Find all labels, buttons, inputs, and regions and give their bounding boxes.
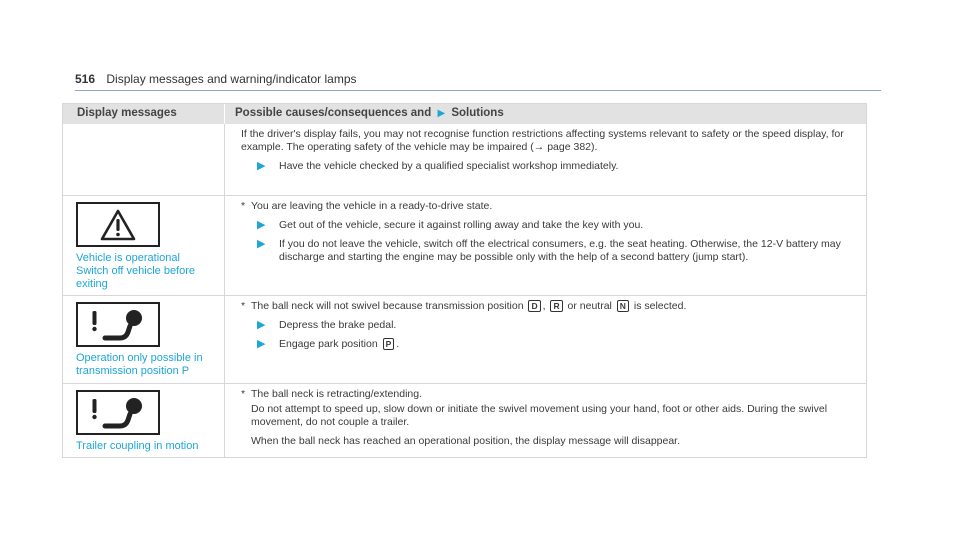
gear-n-symbol: N: [617, 300, 629, 312]
table-row: [63, 296, 866, 384]
solution-cell: [225, 384, 866, 457]
solution-cell: [225, 124, 866, 195]
asterisk: *: [241, 300, 246, 312]
display-message-text: Trailer coupling in motion: [76, 440, 199, 452]
messages-table: [62, 103, 867, 458]
action-item: [249, 319, 858, 332]
action-item: [249, 160, 858, 173]
display-message-text: Vehicle is operational: [76, 252, 180, 264]
separator: ,: [542, 300, 546, 312]
table-row: [63, 196, 866, 296]
action-text: [279, 338, 399, 351]
table-header: [63, 104, 866, 124]
trailer-hitch-icon: [76, 302, 160, 347]
gear-d-symbol: D: [528, 300, 540, 312]
header-display-messages: Display messages: [63, 104, 225, 124]
display-message-text: transmission position P: [76, 365, 190, 377]
action-text: Depress the brake pedal.: [279, 319, 397, 331]
cause-text: You are leaving the vehicle in a ready-to-drive state.: [251, 200, 493, 212]
warning-triangle-icon: [76, 202, 160, 247]
display-message-cell: [63, 384, 225, 457]
action-text-part: Engage park position: [279, 338, 378, 350]
cause-text: [251, 300, 686, 313]
info-text: When the ball neck has reached an operational position, the display message will disappear.: [251, 435, 681, 447]
action-item: [249, 338, 858, 351]
page-number: 516: [75, 72, 96, 86]
action-text-part: .: [396, 338, 400, 350]
arrow-right-icon: ▶: [257, 160, 266, 172]
arrow-right-icon: ▶: [437, 108, 446, 119]
cause-text-part: or neutral: [567, 300, 612, 312]
display-message-text: Switch off vehicle before: [76, 265, 196, 277]
display-message-text: exiting: [76, 278, 108, 290]
info-text: Do not attempt to speed up, slow down or initiate the swivel movement using your hand, foot or other aids. During the swivel movement, do not couple a trailer.: [251, 403, 828, 428]
action-text: Have the vehicle checked by a qualified specialist workshop immediately.: [279, 160, 619, 172]
header-causes-label: Possible causes/consequences and: [235, 107, 432, 119]
display-message-cell: [63, 196, 225, 295]
cause-item: [241, 300, 858, 313]
header-solutions-label: Solutions: [451, 107, 504, 119]
action-text: If you do not leave the vehicle, switch off the electrical consumers, e.g. the seat heating. Otherwise, the 12-V battery may discharge and starting the engine may be possible only with the help of a second battery (jump start).: [279, 238, 841, 263]
cause-text-part: The ball neck will not swivel because transmission position: [251, 300, 524, 312]
page-title: Display messages and warning/indicator lamps: [106, 72, 357, 86]
cause-text: If the driver's display fails, you may not recognise function restrictions affecting systems relevant to safety or the speed display, for example. The operating safety of the vehicle may be impaired (→ page 382).: [241, 128, 844, 153]
action-item: [249, 238, 858, 264]
arrow-right-icon: ▶: [257, 338, 266, 350]
action-item: [249, 219, 858, 232]
cause-text: The ball neck is retracting/extending.: [251, 388, 423, 400]
display-message-cell: [63, 124, 225, 195]
cause-text-part: is selected.: [633, 300, 687, 312]
asterisk: *: [241, 388, 246, 400]
arrow-right-icon: ▶: [257, 319, 266, 331]
solution-cell: [225, 196, 866, 295]
arrow-right-icon: ▶: [257, 219, 266, 231]
asterisk: *: [241, 200, 246, 212]
action-text: Get out of the vehicle, secure it against rolling away and take the key with you.: [279, 219, 644, 231]
arrow-right-icon: ▶: [257, 238, 266, 250]
cause-item: [241, 200, 858, 213]
display-message-text: Operation only possible in: [76, 352, 203, 364]
page-header: [75, 72, 881, 91]
header-causes-solutions: [225, 104, 866, 124]
table-row: [63, 384, 866, 458]
trailer-hitch-icon: [76, 390, 160, 435]
display-message-cell: [63, 296, 225, 383]
table-row: [63, 124, 866, 196]
gear-r-symbol: R: [550, 300, 562, 312]
gear-p-symbol: P: [383, 338, 395, 350]
cause-item: [241, 388, 858, 401]
solution-cell: [225, 296, 866, 383]
